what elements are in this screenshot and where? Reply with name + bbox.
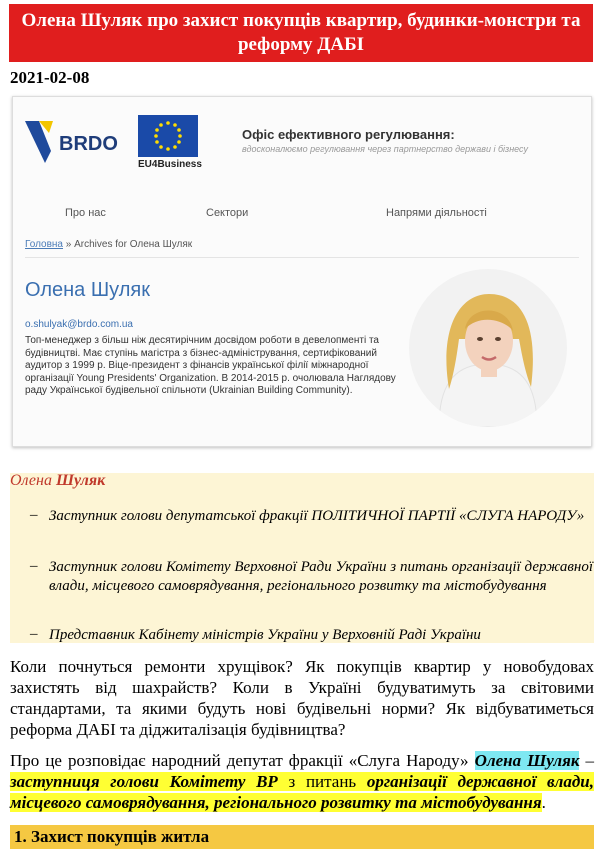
text-run: з питань: [277, 772, 367, 791]
last-name: Шуляк: [55, 472, 106, 489]
text-run: .: [541, 793, 546, 812]
profile-bio: Топ-менеджер з більш ніж десятирічним досвідом роботи в девелопменті та будівництві. Має ступінь магістра з бізнес-адміністрування, сертифікований аудитор з 1999 р. Віце-президент з фінансів української філії міжнародної організації Young Presidents' Organization. В 2014-2015 р. очолювала Наглядову раду Української будівельної спільноти (Ukrainian Building Community).: [25, 335, 396, 396]
eu4business-label: EU4Business: [138, 159, 202, 170]
divider: [25, 257, 579, 258]
text-run: –: [579, 751, 595, 770]
brdo-logo-text: BRDO: [59, 133, 118, 155]
breadcrumb-home-link[interactable]: Головна: [25, 239, 63, 250]
breadcrumb-current: » Archives for Олена Шуляк: [63, 239, 193, 250]
list-bullet: –: [30, 507, 38, 523]
list-bullet: –: [30, 626, 38, 642]
brdo-logo: [25, 117, 125, 165]
nav-item-about[interactable]: Про нас: [65, 207, 106, 219]
role-item: Представник Кабінету міністрів України у Верховній Раді України: [49, 627, 481, 643]
first-name: Олена: [10, 472, 56, 489]
nav-item-sectors[interactable]: Сектори: [206, 207, 249, 219]
profile-email-link[interactable]: o.shulyak@brdo.com.ua: [25, 319, 133, 330]
office-title: Офіс ефективного регулювання:: [242, 127, 455, 142]
section-heading: 1. Захист покупців житла: [10, 825, 594, 849]
brdo-page-screenshot: [12, 96, 592, 447]
article-title-bar: [9, 4, 593, 62]
nav-item-directions[interactable]: Напрями діяльності: [386, 207, 487, 219]
role-item: Заступник голови депутатської фракції ПОЛІТИЧНОЇ ПАРТІЇ «СЛУГА НАРОДУ»: [49, 508, 585, 524]
profile-photo: [409, 269, 567, 427]
article-date: 2021-02-08: [10, 68, 90, 87]
profile-name: Олена Шуляк: [25, 279, 150, 301]
intro-paragraph: Коли почнуться ремонти хрущівок? Як покупців квартир у новобудовах захистять від шахрайств? Коли в Україні будуватимуть за світовими стандартами, та якими будуть нові будівельні норми? Як відбуватиметься реформа ДАБІ та діджиталізація будівництва?: [10, 657, 594, 739]
text-run: Про це розповідає народний депутат фракції «Слуга Народу»: [10, 751, 475, 770]
office-subtitle: вдосконалюємо регулювання через партнерство держави і бізнесу: [242, 144, 528, 154]
breadcrumb: [25, 239, 192, 250]
highlighted-name: Олена Шуляк: [474, 751, 580, 770]
list-bullet: –: [30, 558, 38, 574]
highlighted-role: заступниця голови Комітету ВР: [10, 772, 278, 791]
highlighted-role: організації державної влади, місцевого самоврядування, регіонального розвитку та містобудування: [10, 772, 595, 812]
eu-flag-icon: [138, 115, 198, 157]
roles-box-title: [10, 472, 105, 490]
author-paragraph: [10, 750, 594, 813]
article-title: Олена Шуляк про захист покупців квартир, будинки-монстри та реформу ДАБІ: [21, 10, 581, 55]
role-item: Заступник голови Комітету Верховної Ради України з питань організації державної влади, місцевого самоврядування, регіонального розвитку та містобудування: [49, 559, 593, 594]
